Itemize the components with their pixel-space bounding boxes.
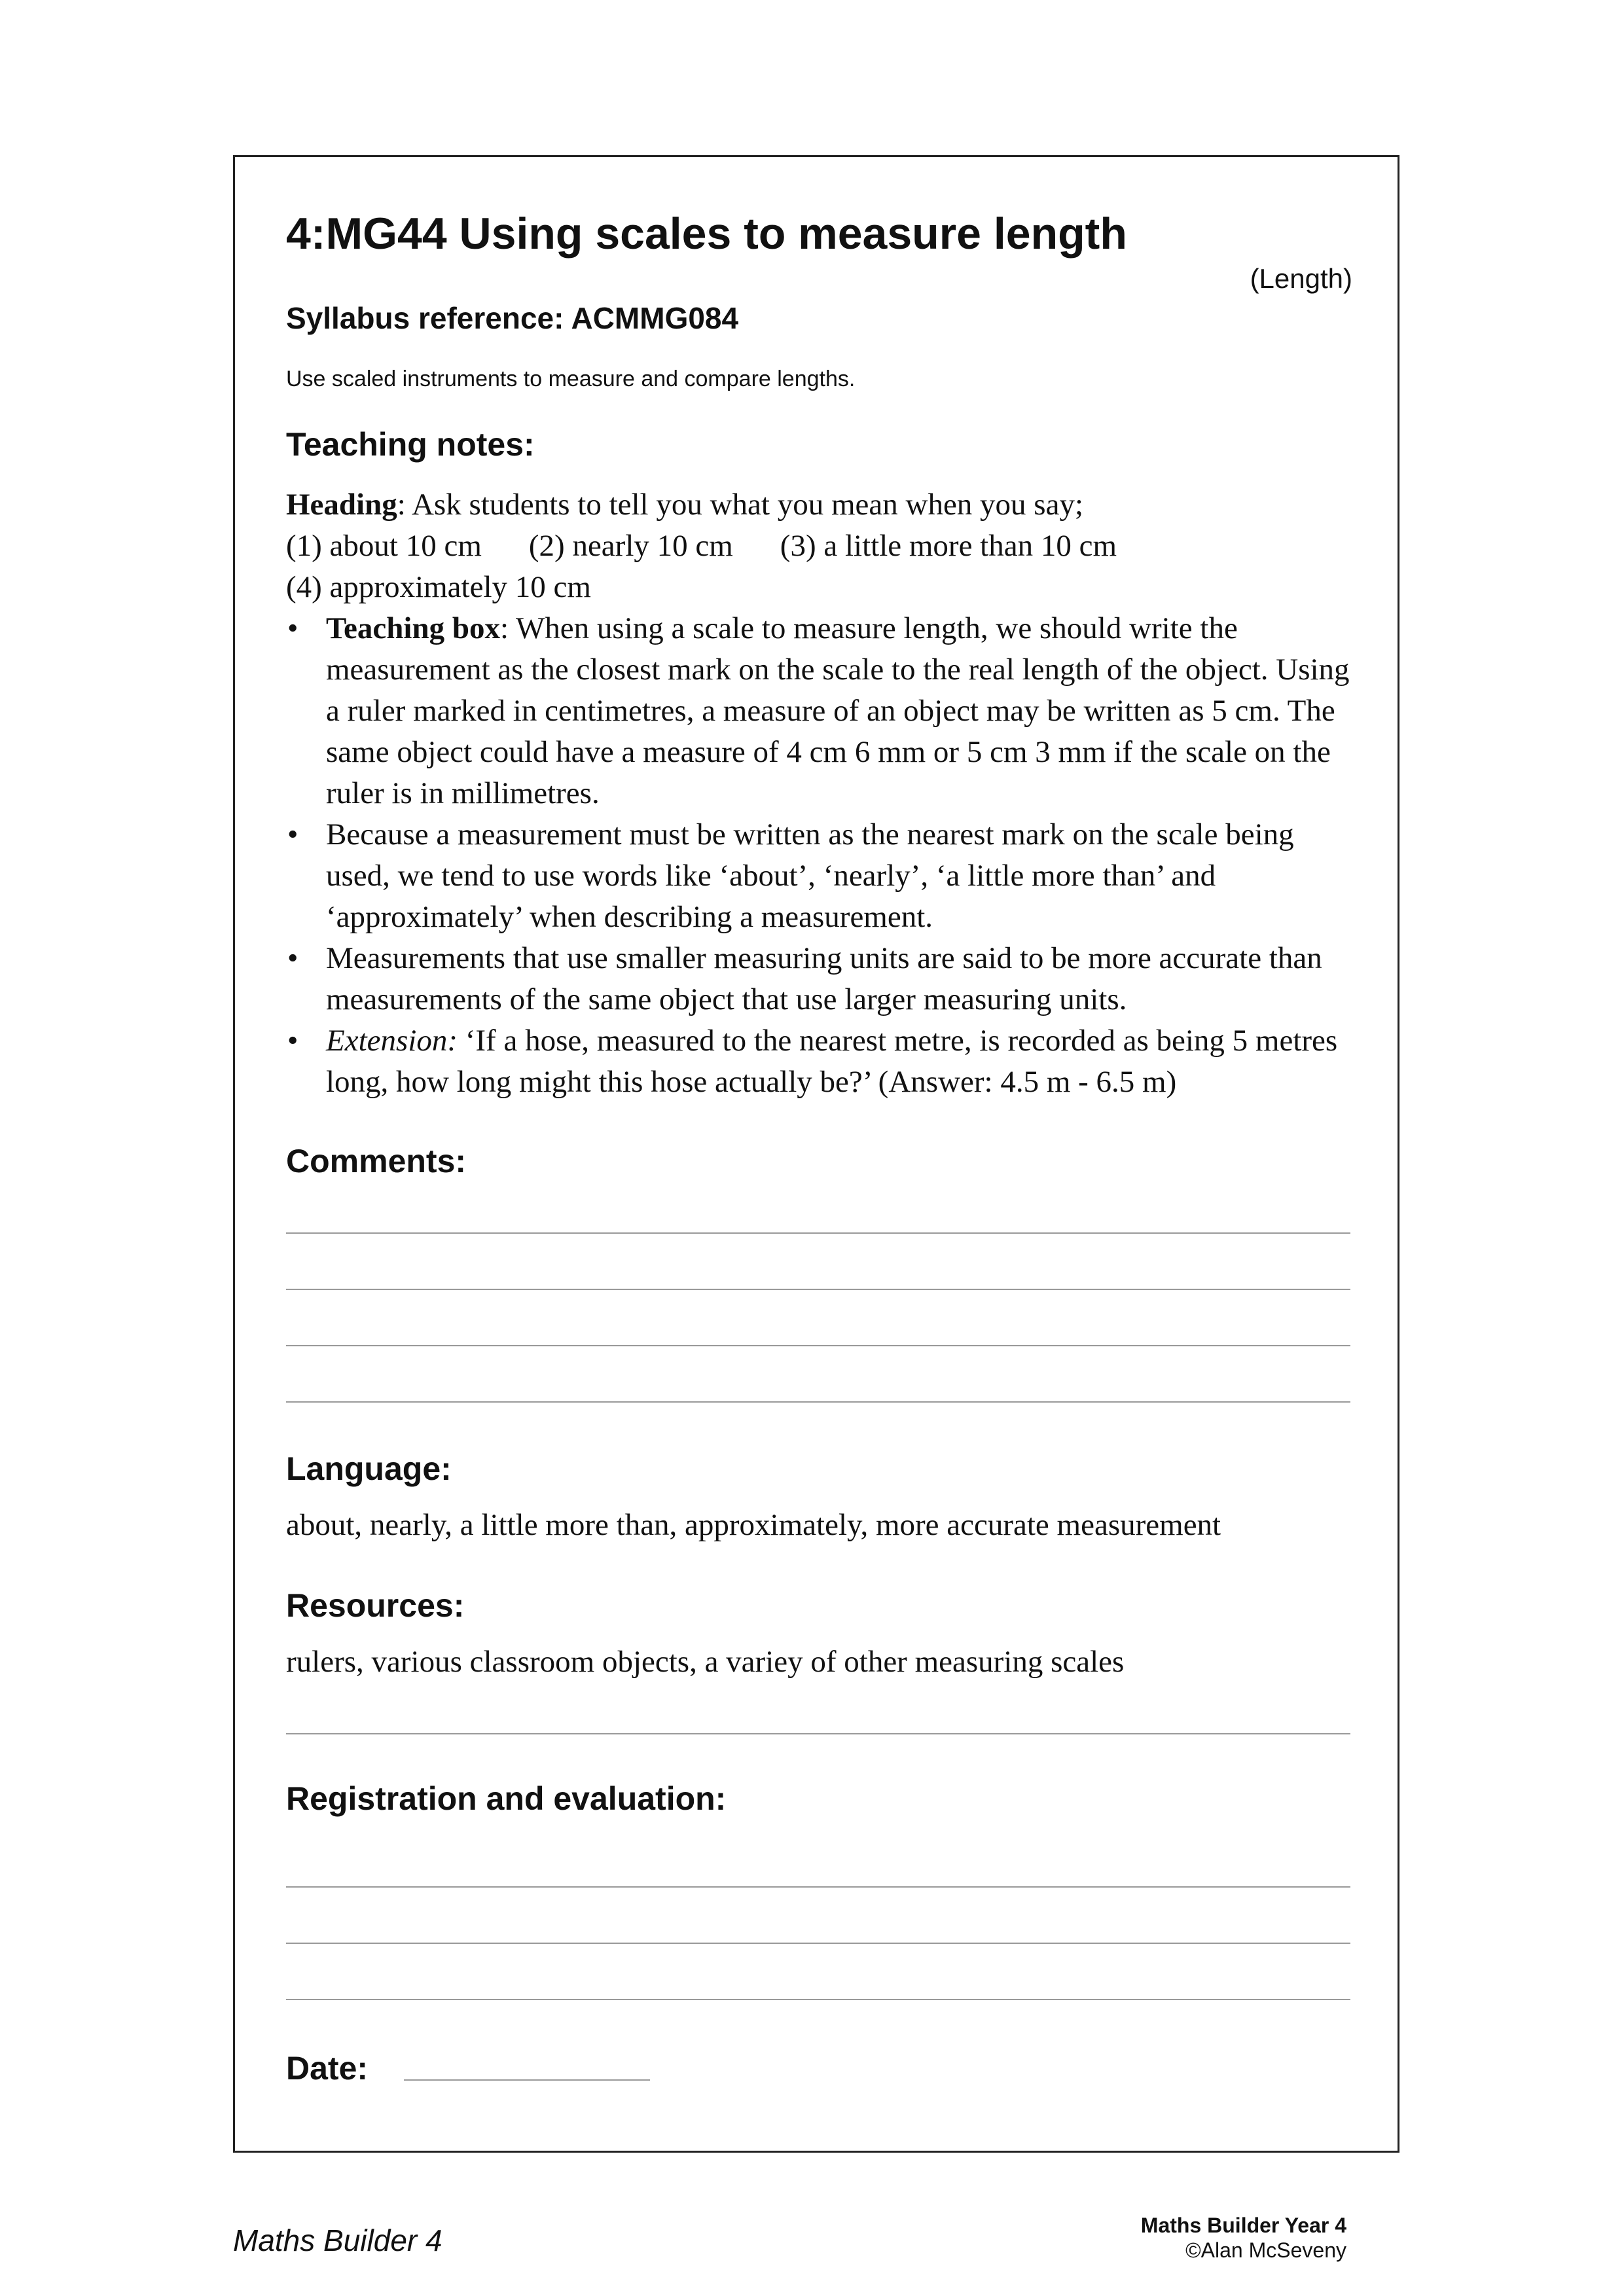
language-heading: Language: [286,1450,452,1487]
category-label: (Length) [1250,263,1352,294]
list-item [286,938,1360,1020]
footer-copyright: ©Alan McSeveny [1185,2238,1346,2262]
comments-line-3[interactable] [286,1345,1350,1346]
resources-text: rulers, various classroom objects, a variey of other measuring scales [286,1645,1125,1679]
bullet-icon: • [287,817,298,852]
syllabus-reference: Syllabus reference: ACMMG084 [286,301,739,335]
teaching-box-label: Teaching box [326,611,500,645]
list-item [286,1020,1360,1103]
content-descriptor: Use scaled instruments to measure and compare lengths. [286,367,856,391]
list-item-text: Because a measurement must be written as the nearest mark on the scale being used, we tend to use words like ‘about’, ‘nearly’, ‘a little more than’ and ‘approximately’ when describing a measurement. [326,817,1294,934]
intro-text: : Ask students to tell you what you mean when you say; [397,488,1084,522]
bullet-icon: • [287,611,298,645]
comments-line-1[interactable] [286,1232,1350,1234]
page-title: 4:MG44 Using scales to measure length [286,209,1127,259]
resources-line[interactable] [286,1733,1350,1734]
intro-line [286,484,1360,526]
registration-line-2[interactable] [286,1943,1350,1944]
list-item-text: ‘If a hose, measured to the nearest metre, is recorded as being 5 metres long, how long might this hose actually be?’ (Answer: 4.5 m - 6.5 m) [326,1024,1338,1099]
extension-label: Extension: [326,1024,458,1058]
registration-line-1[interactable] [286,1886,1350,1888]
phrase-line-2 [286,567,1360,608]
phrase-3: (3) a little more than 10 cm [780,529,1117,563]
registration-heading: Registration and evaluation: [286,1780,727,1817]
list-item [286,814,1360,938]
footer-title: Maths Builder Year 4 [1140,2214,1346,2237]
registration-line-3[interactable] [286,1999,1350,2000]
teaching-notes-heading: Teaching notes: [286,426,535,463]
phrase-line [286,526,1360,567]
footer-credits [1141,2213,1346,2263]
date-label: Date: [286,2050,369,2087]
bullet-icon: • [287,941,298,975]
phrase-4: (4) approximately 10 cm [286,570,591,604]
comments-heading: Comments: [286,1143,467,1179]
comments-line-4[interactable] [286,1401,1350,1403]
language-text: about, nearly, a little more than, approximately, more accurate measurement [286,1508,1221,1542]
list-item-text: : When using a scale to measure length, we should write the measurement as the closest mark on the scale to the real length of the object. Using a ruler marked in centimetres, a measure of an object may be written as 5 cm. The same object could have a measure of 4 cm 6 mm or 5 cm 3 mm if the scale on the ruler is in millimetres. [326,611,1350,810]
comments-line-2[interactable] [286,1289,1350,1290]
teaching-notes-body [286,484,1360,1103]
phrase-1: (1) about 10 cm [286,529,482,563]
phrase-2: (2) nearly 10 cm [528,529,733,563]
bullet-icon: • [287,1024,298,1058]
list-item-text: Measurements that use smaller measuring units are said to be more accurate than measurements of the same object that use larger measuring units. [326,941,1322,1016]
intro-label: Heading [286,488,397,522]
footer-book-name: Maths Builder 4 [233,2223,442,2257]
list-item [286,608,1360,814]
teaching-notes-list [286,608,1360,1103]
resources-heading: Resources: [286,1587,465,1624]
date-field[interactable] [404,2079,650,2081]
